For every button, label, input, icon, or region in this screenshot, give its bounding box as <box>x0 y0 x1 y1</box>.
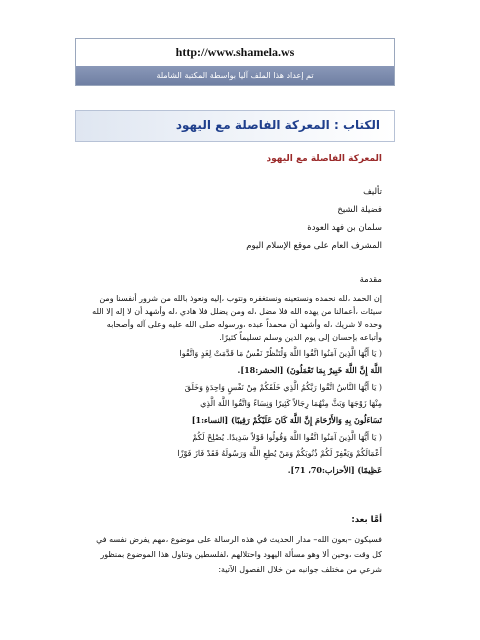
verse-line: أَعْمَالَكُمْ وَيَغْفِرْ لَكُمْ ذُنُوبَكُمْ وَمَنْ يُطِعِ اللَّهَ وَرَسُولَهُ فَقَدْ فَازَ فَوْزًا <box>177 449 382 458</box>
intro-line: وحده لا شريك ،له وأشهد أن محمداً عبده ،ورسوله صلى الله عليه وعلى آله وأصحابه <box>106 320 382 329</box>
closing-line: شرعي من مختلف جوانبه من خلال الفصول الآتية: <box>218 565 382 574</box>
author-label: تأليف <box>363 187 382 197</box>
book-subtitle: المعركة الفاصلة مع اليهود <box>266 154 382 164</box>
author-honorific: فضيلة الشيخ <box>337 205 382 215</box>
closing-paragraph <box>82 532 382 577</box>
intro-heading: مقدمة <box>359 275 382 285</box>
intro-paragraph <box>82 292 382 344</box>
amma-baad: أمَّا بعد: <box>351 515 382 525</box>
intro-line: سيئات ،أعمالنا من يهده الله فلا مضل ،له ومن يضلل فلا هادي ،له وأشهد أن لا إله إلا الله <box>92 307 382 316</box>
author-name: سلمان بن فهد العودة <box>307 223 382 233</box>
closing-line: فسيكون –بعون الله– مدار الحديث في هذه الرسالة على موضوع ،مهم يفرض نفسه في <box>96 535 382 544</box>
verse-line: عَظِيمًا) [الأحزاب:70، 71]. <box>287 465 382 475</box>
closing-line: كل وقت ،وحين ألا وهو مسألة اليهود واحتلالهم ،لفلسطين وتناول هذا الموضوع بمنظور <box>100 550 382 559</box>
header-strip: تم إعداد هذا الملف آليا بواسطة المكتبة الشاملة <box>76 66 394 85</box>
verse-line: ( يَا أَيُّهَا الَّذِينَ آمَنُوا اتَّقُوا اللَّهَ وَلْتَنْظُرْ نَفْسٌ مَا قَدَّمَتْ لِغَدٍ وَاتَّقُوا <box>179 349 382 358</box>
verse-line: مِنْهَا زَوْجَهَا وَبَثَّ مِنْهُمَا رِجَالاً كَثِيرًا وَنِسَاءً وَاتَّقُوا اللَّهَ الَّذِي <box>200 399 382 408</box>
site-url[interactable]: http://www.shamela.ws <box>175 45 295 59</box>
book-title-box <box>75 110 395 142</box>
header-banner <box>75 38 395 86</box>
intro-line: وأتباعه بإحسان إلى يوم الدين وسلم تسليماً كثيرًا. <box>219 333 382 342</box>
verse-line: تَسَاءَلُونَ بِهِ وَالأَرْحَامَ إِنَّ اللَّهَ كَانَ عَلَيْكُمْ رَقِيبًا) [النساء:1] <box>191 415 382 425</box>
verse-line: ( يَا أَيُّهَا الَّذِينَ آمَنُوا اتَّقُوا اللَّهَ وَقُولُوا قَوْلاً سَدِيدًا. يُصْلِحْ لَكُمْ <box>192 433 382 442</box>
intro-line: إن الحمد ،لله نحمده ونستعينه ونستغفره ونتوب ،إليه ونعوذ بالله من شرور أنفسنا ومن <box>99 294 382 303</box>
author-role: المشرف العام على موقع الإسلام اليوم <box>246 241 382 251</box>
verse-line: ( يَا أَيُّهَا النَّاسُ اتَّقُوا رَبَّكُمُ الَّذِي خَلَقَكُمْ مِنْ نَفْسٍ وَاحِدَةٍ وَخَلَقَ <box>184 383 382 392</box>
verse-line: اللَّهَ إِنَّ اللَّهَ خَبِيرٌ بِمَا تَعْمَلُونَ) [الحشر:18]. <box>237 365 382 375</box>
verse-block-3 <box>82 430 382 478</box>
verse-block-1 <box>82 346 382 378</box>
verse-block-2 <box>82 380 382 428</box>
book-title: الكتاب : المعركة الفاصلة مع اليهود <box>175 118 380 132</box>
